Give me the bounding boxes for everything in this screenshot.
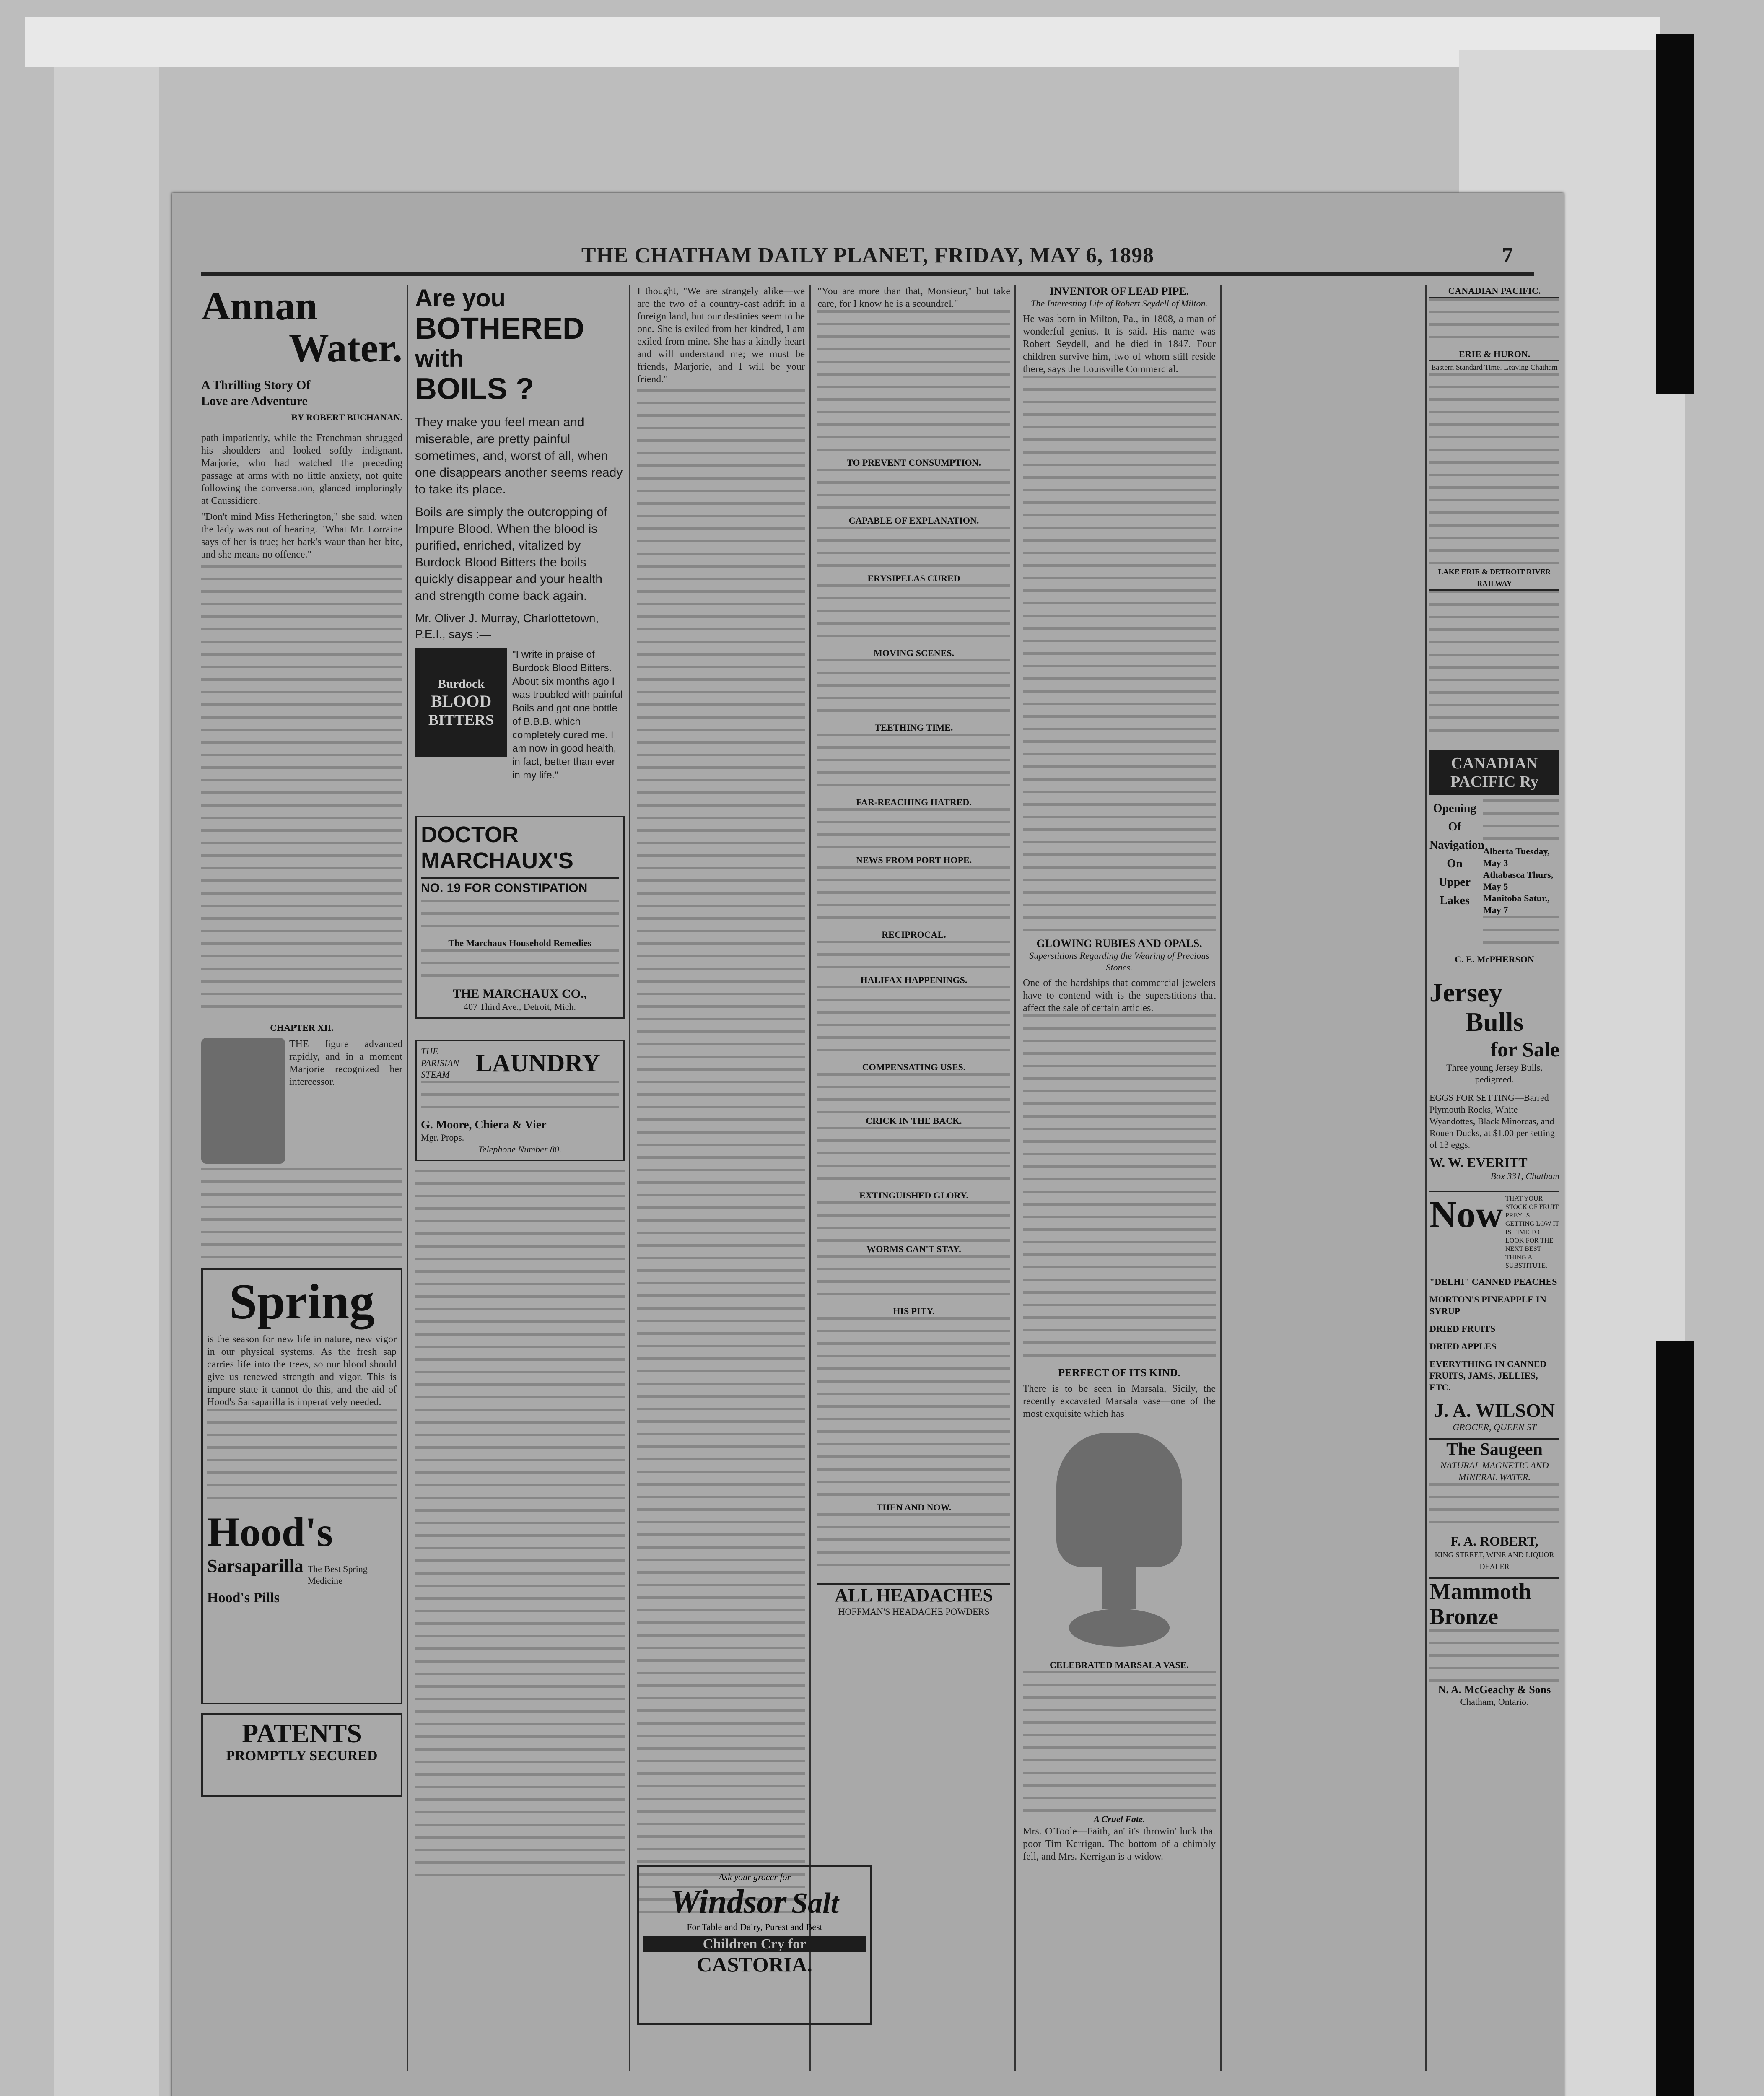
mcgeachy-sub: Chatham, Ontario. (1460, 1697, 1529, 1707)
robert-name: F. A. ROBERT, (1450, 1533, 1538, 1549)
byline: BY ROBERT BUCHANAN. (291, 412, 402, 423)
jersey-sub: Three young Jersey Bulls, pedigreed. (1446, 1062, 1543, 1084)
boils-testimonial-intro: Mr. Oliver J. Murray, Charlottetown, P.E.I., says :— (415, 612, 599, 641)
column-4-lead: "You are more than that, Monsieur," but take care, for I know he is a scoundrel." (817, 286, 1010, 309)
bbb-logo-2: BLOOD (431, 691, 492, 711)
marsala-vase-illustration (1040, 1424, 1199, 1659)
boils-ad-line-3: with (415, 345, 464, 372)
marchaux-remedies: The Marchaux Household Remedies (448, 938, 591, 948)
chapter-body-text (201, 1168, 402, 1260)
sailing-3: Manitoba Satur., May 7 (1483, 893, 1550, 915)
cp-timetable-head: CANADIAN PACIFIC. (1429, 285, 1559, 298)
eggs-text: EGGS FOR SETTING—Barred Plymouth Rocks, White Wyandottes, Black Minorcas, and Rouen Ducks, at $1.00 per setting of 13 eggs. (1429, 1092, 1555, 1150)
morton-pineapple: MORTON'S PINEAPPLE IN SYRUP (1429, 1294, 1546, 1316)
everitt-box: Box 331, Chatham (1490, 1171, 1559, 1181)
story-subtitle: A Thrilling Story Of Love are Adventure (201, 378, 311, 408)
column-5 (1023, 285, 1216, 2088)
opening-1: Opening (1433, 802, 1476, 815)
saugeen-sub: NATURAL MAGNETIC AND MINERAL WATER. (1440, 1460, 1549, 1482)
hoods-pills: Hood's Pills (207, 1590, 280, 1606)
sailing-2: Athabasca Thurs, May 5 (1483, 869, 1554, 892)
story-paragraph-2: "Don't mind Miss Hetherington," she said, when the lady was out of hearing. "What Mr. Lorraine says of her is true; her bark's waur than her bite, and she means no offence." (201, 511, 402, 560)
head-reciprocal: RECIPROCAL. (882, 929, 946, 940)
column-2 (415, 285, 625, 2088)
laundry-names: G. Moore, Chiera & Vier (421, 1118, 547, 1131)
mammoth-title: Mammoth (1429, 1577, 1559, 1604)
bbb-quote: "I write in praise of Burdock Blood Bitters. About six months ago I was troubled with painful Boils and got one bottle of B.B.B. which completely cured me. I am now in good health, in fact, better than ever in my life." (512, 649, 623, 781)
hoods-ad (201, 1268, 402, 1704)
film-black-bar-bottom-right (1656, 1341, 1694, 2096)
doctor-line-1: DOCTOR (421, 822, 519, 847)
hoods-name: Hood's (207, 1509, 333, 1555)
rubies-head: GLOWING RUBIES AND OPALS. (1036, 937, 1202, 949)
spring-title: Spring (229, 1274, 375, 1329)
bbb-logo (415, 648, 507, 757)
column-rule-4 (1014, 285, 1016, 2071)
windsor-word: Windsor (670, 1883, 787, 1920)
cp-ad-banner: CANADIAN PACIFIC Ry (1429, 750, 1559, 795)
dried-apples: DRIED APPLES (1429, 1341, 1497, 1352)
boils-ad-line-1: Are you (415, 285, 506, 312)
story-title-1: Annan (201, 285, 318, 328)
marchaux-address: 407 Third Ave., Detroit, Mich. (463, 1001, 576, 1012)
column-rule-5 (1220, 285, 1222, 2071)
boils-ad-text-2: Boils are simply the outcropping of Impure Blood. When the blood is purified, enriched, vitalized by Burdock Blood Bitters the boils quickly disappear and your health and strength come back again. (415, 505, 607, 603)
cp-agent: C. E. McPHERSON (1455, 954, 1534, 965)
head-moving: MOVING SCENES. (874, 648, 954, 658)
opening-5: Upper (1438, 876, 1471, 889)
head-erysipelas: ERYSIPELAS CURED (867, 573, 960, 584)
robert-sub: KING STREET, WINE AND LIQUOR DEALER (1435, 1551, 1554, 1571)
castoria: CASTORIA. (697, 1953, 812, 1976)
headaches-sub: HOFFMAN'S HEADACHE POWDERS (838, 1606, 990, 1617)
column-4 (817, 285, 1010, 2088)
delhi-peaches: "DELHI" CANNED PEACHES (1429, 1276, 1557, 1287)
boils-ad-text: They make you feel mean and miserable, are pretty painful sometimes, and, worst of all, when one disappears another seems ready to take its place. (415, 415, 623, 496)
head-explanation: CAPABLE OF EXPLANATION. (848, 515, 979, 526)
laundry-roles: Mgr. Props. (421, 1132, 464, 1143)
jersey-1: Jersey (1429, 978, 1503, 1007)
opening-4: On (1447, 857, 1463, 870)
column-1 (201, 285, 402, 2088)
opening-navigation (1429, 799, 1484, 954)
children-cry: Children Cry for (643, 1936, 866, 1952)
laundry-ad (415, 1040, 625, 1161)
masthead (201, 243, 1534, 276)
mcgeachy-name: N. A. McGeachy & Sons (1438, 1684, 1551, 1696)
bbb-logo-1: Burdock (438, 677, 485, 691)
cruel-fate-text: Mrs. O'Toole—Faith, an' it's throwin' luck that poor Tim Kerrigan. The bottom of a chimbly fell, and Mrs. Kerrigan is a widow. (1023, 1826, 1216, 1862)
head-worms: WORMS CAN'T STAY. (866, 1244, 961, 1254)
now-sub: THAT YOUR STOCK OF FRUIT PREY IS GETTING LOW IT IS TIME TO LOOK FOR THE NEXT BEST THING A SUBSTITUTE. (1505, 1195, 1559, 1269)
hoods-tagline: The Best Spring Medicine (307, 1564, 368, 1586)
windsor-top: Ask your grocer for (718, 1872, 791, 1882)
film-edge-top (25, 17, 1660, 67)
column-3-lead: I thought, "We are strangely alike—we are the two of a country-cast adrift in a foreign land, but our destinies seem to be one. She is exiled from her kindred, I am exiled from mine. She has a kindly heart and will understand me; we must be friends, Marjorie, and I will be your friend." (637, 286, 805, 385)
head-halifax: HALIFAX HAPPENINGS. (860, 975, 968, 985)
patents-sub: PROMPTLY SECURED (226, 1748, 378, 1764)
laundry-title: LAUNDRY (475, 1049, 600, 1077)
windsor-sub: For Table and Dairy, Purest and Best (687, 1922, 822, 1932)
bbb-logo-3: BITTERS (428, 711, 494, 728)
laundry-subtitle: THE PARISIAN STEAM (421, 1046, 459, 1080)
doctor-line-2: MARCHAUX'S (421, 848, 573, 873)
column-2-story-text (415, 1170, 625, 1882)
story-body-text (201, 565, 402, 1018)
masthead-title: THE CHATHAM DAILY PLANET, FRIDAY, MAY 6, 1898 (581, 244, 1154, 267)
doctor-line-3: NO. 19 FOR CONSTIPATION (421, 877, 619, 895)
everitt-name: W. W. EVERITT (1429, 1155, 1528, 1170)
head-crick: CRICK IN THE BACK. (866, 1115, 962, 1126)
lead-pipe-sub: The Interesting Life of Robert Seydell of Milton. (1030, 298, 1208, 309)
marchaux-company: THE MARCHAUX CO., (453, 987, 587, 1001)
marsala-text: There is to be seen in Marsala, Sicily, the recently excavated Marsala vase—one of the most exquisite which has (1023, 1383, 1216, 1419)
patents-ad (201, 1713, 402, 1797)
column-rule-1 (407, 285, 408, 2071)
head-then-now: THEN AND NOW. (876, 1502, 952, 1512)
erie-huron-sub: Eastern Standard Time. Leaving Chatham (1431, 363, 1558, 371)
wilson-name: J. A. WILSON (1434, 1400, 1555, 1421)
saugeen-title: The Saugeen (1429, 1438, 1559, 1460)
everything-canned: EVERYTHING IN CANNED FRUITS, JAMS, JELLIES, ETC. (1429, 1359, 1547, 1393)
column-rule-2 (629, 285, 630, 2071)
column-3-body (637, 389, 805, 1915)
wilson-sub: GROCER, QUEEN ST (1453, 1422, 1536, 1432)
newspaper-page (172, 193, 1564, 2096)
head-teething: TEETHING TIME. (874, 722, 953, 733)
opening-3: Navigation (1429, 839, 1484, 852)
opening-2: Of (1448, 820, 1461, 833)
erie-huron-head: ERIE & HURON. (1429, 348, 1559, 361)
laundry-phone: Telephone Number 80. (478, 1144, 562, 1154)
film-edge-left (54, 67, 159, 2096)
rubies-sub: Superstitions Regarding the Wearing of Precious Stones. (1029, 950, 1209, 973)
marsala-caption: CELEBRATED MARSALA VASE. (1050, 1660, 1189, 1670)
story-title-2: Water. (288, 325, 402, 370)
cruel-fate-head: A Cruel Fate. (1093, 1814, 1145, 1824)
opening-6: Lakes (1440, 894, 1470, 907)
dried-fruits: DRIED FRUITS (1429, 1323, 1496, 1334)
head-hatred: FAR-REACHING HATRED. (856, 797, 972, 807)
head-port-hope: NEWS FROM PORT HOPE. (856, 855, 972, 865)
salt-word: Salt (791, 1887, 839, 1920)
page-number: 7 (1502, 244, 1513, 267)
lead-pipe-head: INVENTOR OF LEAD PIPE. (1049, 285, 1189, 297)
chapter-illustration (201, 1038, 285, 1164)
jersey-2: Bulls (1465, 1007, 1524, 1037)
lake-erie-head: LAKE ERIE & DETROIT RIVER RAILWAY (1429, 566, 1559, 591)
column-3 (637, 285, 805, 2088)
column-6 (1429, 285, 1559, 2088)
sarsaparilla-label: Sarsaparilla (207, 1556, 304, 1576)
column-rule-6 (1425, 285, 1427, 2071)
boils-ad-line-4: BOILS ? (415, 372, 534, 406)
chapter-paragraph: THE figure advanced rapidly, and in a moment Marjorie recognized her intercessor. (289, 1039, 402, 1087)
rubies-text: One of the hardships that commercial jewelers have to contend with is the superstitions that affect the sale of certain articles. (1023, 978, 1216, 1014)
column-rule-3 (809, 285, 811, 2071)
sailing-1: Alberta Tuesday, May 3 (1483, 846, 1550, 868)
bronze-title: Bronze (1429, 1604, 1498, 1629)
head-pity: HIS PITY. (893, 1306, 935, 1316)
now-title: Now (1429, 1194, 1503, 1235)
story-paragraph-1: path impatiently, while the Frenchman shrugged his shoulders and looked softly indignant. Marjorie, who had watched the preceding passage at arms with no little anxiety, not quite following the conversation, glanced imploringly at Caussidiere. (201, 433, 402, 506)
film-black-bar-top-right (1656, 34, 1694, 394)
jersey-3: for Sale (1490, 1038, 1559, 1061)
boils-ad-line-2: BOTHERED (415, 312, 585, 345)
chapter-heading: CHAPTER XII. (270, 1022, 334, 1033)
lead-pipe-text: He was born in Milton, Pa., in 1808, a man of wonderful genius. It is said. His name was Robert Seydell, and he died in 1847. Four children survive him, two of whom still reside there, says the Louisville Commercial. (1023, 314, 1216, 375)
patents-title: PATENTS (242, 1718, 362, 1748)
spring-text: is the season for new life in nature, new vigor in our physical systems. As the fresh sap carries life into the trees, so our blood should give us renewed strength and vigor. This is impure state it cannot do this, and the aid of Hood's Sarsaparilla is imperatively needed. (207, 1334, 397, 1408)
head-glory: EXTINGUISHED GLORY. (859, 1190, 969, 1201)
head-consumption: TO PREVENT CONSUMPTION. (846, 457, 981, 468)
marchaux-ad (415, 816, 625, 1019)
head-compensating: COMPENSATING USES. (862, 1062, 966, 1072)
marsala-head: PERFECT OF ITS KIND. (1058, 1367, 1180, 1379)
headaches-ad: ALL HEADACHES (817, 1583, 1010, 1606)
